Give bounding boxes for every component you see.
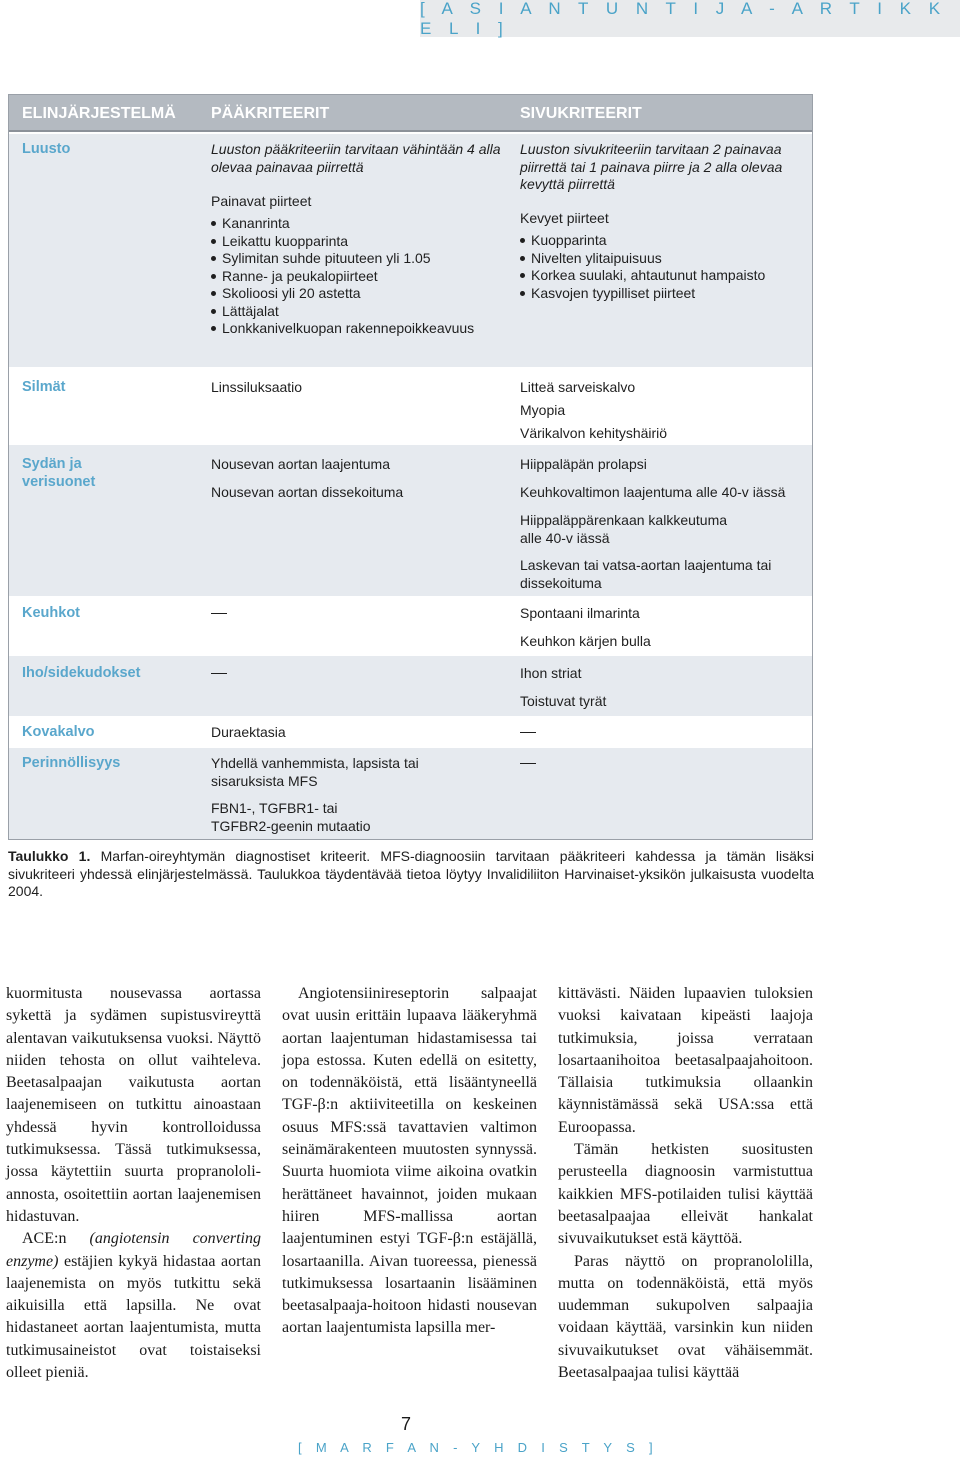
- article-paragraph: kittävästi. Näiden lupaavien tuloksien vuoksi kaivataan kipeästi laajoja tutkimuksia, joissa verrataan losartaanihoitoa beetasalpaajahoitoon. Tällaisia tutkimuksia ollaankin käynnistämässä sekä USA:ssa että Euroopassa.: [558, 985, 813, 1136]
- category-kovakalvo: Kovakalvo: [22, 724, 95, 740]
- sydan-minor-2: Keuhkovaltimon laajentuma alle 40-v iässä: [520, 484, 786, 500]
- page-number: 7: [401, 1414, 412, 1434]
- sydan-major-1: Nousevan aortan laajentuma: [211, 456, 391, 472]
- list-item: Kasvojen tyypilliset piirteet: [520, 285, 810, 303]
- article-paragraph: kuormitusta nousevassa aortassa sykettä ja sydämen supistusvireyttä alentavan vaikutuksensa vuoksi. Näyttö niiden tehosta on ollut vaihteleva. Beetasalpaajan vaikutusta aortan laajenemiseen on tutkittu ainoastaan yhdessä hyvin kontrolloidussa tutkimuksessa. Tässä tutkimuksessa, jossa käytettiin suurta propranololi-annosta, osoitettiin aortan laajenemisen hidastuvan.: [6, 985, 261, 1225]
- caption-text: Marfan-oireyhtymän diagnostiset kriteerit. MFS-diagnoosiin tarvitaan pääkriteeri kahdessa ja tämän lisäksi sivukriteeri yhdessä elinjärjestelmässä. Taulukkoa täydentävää tietoa löytyy Invalidiliiton Harvinaiset-yksikön julkaisusta vuodelta 2004.: [8, 848, 814, 899]
- luusto-major-list: [211, 215, 501, 338]
- luusto-minor-heading: Kevyet piirteet: [520, 210, 609, 226]
- header-organ-system: ELINJÄRJESTELMÄ: [22, 105, 176, 122]
- silmat-minor-3: Värikalvon kehityshäiriö: [520, 425, 668, 441]
- list-item: Kuopparinta: [520, 232, 810, 250]
- kovakalvo-major: Duraektasia: [211, 724, 286, 740]
- article-paragraph: Angiotensiinireseptorin salpaajat ovat uusin erittäin lupaava lääkeryhmä aortan laajentuman hidastamisessa tai jopa estossa. Kuten edellä on esitetty, on todennäköistä, että lisääntyneellä TGF-β:n aktiiviteetilla on keskeinen osuus MFS:ssä tavattavien valtimon seinämärakenteen muutosten synnyssä. Suurta huomiota viime aikoina ovatkin herättäneet havainnot, joiden mukaan hiiren MFS-mallissa aortan laajentuminen estyi TGF-β:n estäjällä, losartaanilla. Aivan tuoreessa, pienessä tutkimuksessa losartaanin lisääminen beetasalpaaja-hoitoon hidasti nousevan aortan laajentumista lapsilla mer-: [282, 985, 537, 1337]
- article-column-1: [6, 983, 261, 1384]
- perinnollisyys-major-1: Yhdellä vanhemmista, lapsista tai sisaruksista MFS: [211, 755, 419, 789]
- luusto-major-heading: Painavat piirteet: [211, 193, 312, 209]
- category-iho: Iho/sidekudokset: [22, 665, 141, 681]
- article-paragraph: [6, 1228, 261, 1384]
- silmat-minor-2: Myopia: [520, 402, 566, 418]
- category-keuhkot: Keuhkot: [22, 605, 80, 621]
- keuhkot-major-none: [211, 604, 501, 614]
- article-column-2: [282, 983, 537, 1340]
- list-item: Lonkkanivelkuopan rakennepoikkeavuus: [211, 320, 501, 338]
- category-perinnollisyys: Perinnöllisyys: [22, 755, 121, 771]
- keuhkot-minor-1: Spontaani ilmarinta: [520, 605, 640, 621]
- list-item: Kananrinta: [211, 215, 501, 233]
- category-luusto: Luusto: [22, 141, 71, 157]
- article-column-3: [558, 983, 813, 1384]
- list-item: Leikattu kuopparinta: [211, 233, 501, 251]
- list-item: Korkea suulaki, ahtautunut hampaisto: [520, 267, 810, 285]
- caption-label: Taulukko 1.: [8, 848, 91, 864]
- kovakalvo-minor-none: [520, 723, 810, 733]
- perinnollisyys-minor-none: [520, 754, 810, 764]
- table-header-row: [9, 95, 812, 132]
- article-text: ACE:n: [22, 1230, 90, 1248]
- footer-tag: [ M A R F A N - Y H D I S T Y S ]: [298, 1440, 658, 1455]
- silmat-major: Linssiluksaatio: [211, 379, 303, 395]
- category-silmat: Silmät: [22, 379, 66, 395]
- sydan-minor-1: Hiippaläpän prolapsi: [520, 456, 647, 472]
- iho-minor-1: Ihon striat: [520, 665, 582, 681]
- list-item: Lättäjalat: [211, 303, 501, 321]
- header-major-criteria: PÄÄKRITEERIT: [211, 105, 330, 122]
- keuhkot-minor-2: Keuhkon kärjen bulla: [520, 633, 651, 649]
- sydan-major-2: Nousevan aortan dissekoituma: [211, 484, 404, 500]
- list-item: Skolioosi yli 20 astetta: [211, 285, 501, 303]
- article-paragraph: Tämän hetkisten suositusten perusteella diagnoosin varmistuttua kaikkien MFS-potilaiden tulisi käyttää beetasalpaajaa elleivät hankalat sivuvaikutukset estä käyttöä.: [558, 1141, 813, 1248]
- luusto-minor-list: [520, 232, 810, 302]
- criteria-table: [8, 94, 813, 840]
- luusto-major-intro: Luuston pääkriteeriin tarvitaan vähintään 4 alla olevaa painavaa piirrettä: [211, 141, 501, 175]
- header-minor-criteria: SIVUKRITEERIT: [520, 105, 642, 122]
- category-sydan: Sydän ja verisuonet: [22, 456, 96, 490]
- silmat-minor-1: Litteä sarveiskalvo: [520, 379, 636, 395]
- article-italic-text: (angiotensin converting enzyme): [6, 1230, 261, 1270]
- table-caption: [8, 848, 814, 901]
- list-item: Sylimitan suhde pituuteen yli 1.05: [211, 250, 501, 268]
- perinnollisyys-major-2: FBN1-, TGFBR1- tai TGFBR2-geenin mutaatio: [211, 800, 371, 834]
- section-header-tag: [ A S I A N T U N T I J A - A R T I K K E L I ]: [420, 0, 960, 37]
- sydan-minor-3: Hiippaläppärenkaan kalkkeutuma alle 40-v iässä: [520, 512, 728, 546]
- article-paragraph: Paras näyttö on propranololilla, mutta on todennäköistä, että myös uudemman sukupolven salpaajia voidaan käyttää, varsinkin kun niiden sivuvaikutukset ovat vähäisemmät. Beetasalpaajaa tulisi käyttää: [558, 1252, 813, 1382]
- article-text: estäjien kykyä hidastaa aortan laajenemista on myös tutkittu sekä aikuisilla että lapsilla. Ne ovat hidastaneet aortan laajentumista, mutta tutkimusaineistot ovat toistaiseksi olleet pieniä.: [6, 1252, 261, 1382]
- iho-major-none: [211, 664, 501, 674]
- sydan-minor-4: Laskevan tai vatsa-aortan laajentuma tai dissekoituma: [520, 557, 772, 591]
- list-item: Ranne- ja peukalopiirteet: [211, 268, 501, 286]
- list-item: Nivelten ylitaipuisuus: [520, 250, 810, 268]
- luusto-minor-intro: Luuston sivukriteeriin tarvitaan 2 painavaa piirrettä tai 1 painava piirre ja 2 alla olevaa kevyttä piirrettä: [520, 141, 783, 192]
- iho-minor-2: Toistuvat tyrät: [520, 693, 607, 709]
